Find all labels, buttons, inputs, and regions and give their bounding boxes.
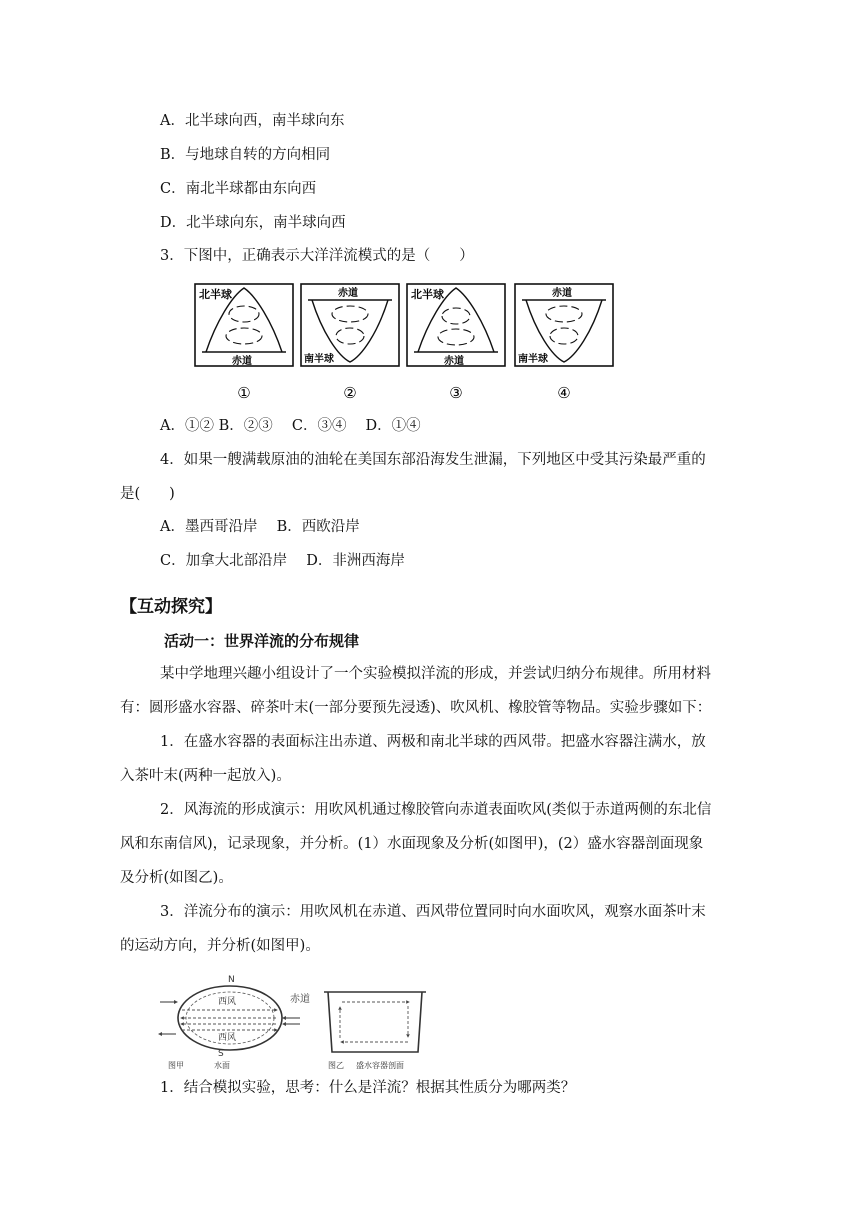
panel-3-number: ③ xyxy=(449,384,463,402)
q3-stem: 3．下图中，正确表示大洋洋流模式的是（ ） xyxy=(160,248,474,264)
panel-2 xyxy=(301,284,399,366)
q4-stem-line-1: 4．如果一艘满载原油的油轮在美国东部沿海发生泄漏，下列地区中受其污染最严重的 xyxy=(160,452,706,468)
caption-b-subtitle: 盛水容器剖面 xyxy=(356,1061,404,1070)
discussion-question: 1．结合模拟实验，思考：什么是洋流？根据其性质分为哪两类？ xyxy=(160,1080,576,1096)
caption-b-title: 图乙 xyxy=(328,1061,344,1070)
panel-1-north-label: 北半球 xyxy=(199,288,232,301)
panel-1 xyxy=(195,284,293,367)
step2-line-3: 及分析(如图乙)。 xyxy=(120,870,233,886)
q2-option-b: B．与地球自转的方向相同 xyxy=(160,147,331,163)
panel-4-south-label: 南半球 xyxy=(518,354,548,365)
step3-line-1: 3．洋流分布的演示：用吹风机在赤道、西风带位置同时向水面吹风，观察水面茶叶末 xyxy=(160,904,706,920)
panel-1-number: ① xyxy=(237,384,251,402)
westerly-south-label: 西风 xyxy=(218,1033,237,1043)
q2-option-a: A．北半球向西，南半球向东 xyxy=(160,113,345,129)
panel-2-equator-label: 赤道 xyxy=(338,288,358,299)
q3-options: A．①② B．②③ C．③④ D．①④ xyxy=(160,418,421,434)
intro-line-2: 有：圆形盛水容器、碎茶叶末(一部分要预先浸透)、吹风机、橡胶管等物品。实验步骤如下： xyxy=(120,700,712,716)
south-label: S xyxy=(218,1049,224,1059)
step1-line-2: 入茶叶末(两种一起放入)。 xyxy=(120,768,291,784)
q4-options-line-2: C．加拿大北部沿岸 D．非洲西海岸 xyxy=(160,553,405,569)
panel-3 xyxy=(407,284,505,367)
panel-4 xyxy=(515,284,613,366)
intro-line-1: 某中学地理兴趣小组设计了一个实验模拟洋流的形成，并尝试归纳分布规律。所用材料 xyxy=(160,666,711,682)
panel-4-equator-label: 赤道 xyxy=(552,288,572,299)
figure-a-water-surface xyxy=(160,975,310,1070)
panel-1-equator-label: 赤道 xyxy=(232,356,252,367)
caption-a-subtitle: 水面 xyxy=(214,1061,230,1070)
panel-3-north-label: 北半球 xyxy=(411,288,444,301)
caption-a-title: 图甲 xyxy=(168,1061,184,1070)
section-title: 【互动探究】 xyxy=(120,597,222,617)
q2-option-d: D．北半球向东，南半球向西 xyxy=(160,215,346,231)
q4-stem-line-2: 是( ) xyxy=(120,486,175,502)
panel-2-number: ② xyxy=(343,384,357,402)
step1-line-1: 1．在盛水容器的表面标注出赤道、两极和南北半球的西风带。把盛水容器注满水，放 xyxy=(160,734,706,750)
step2-line-1: 2．风海流的形成演示：用吹风机通过橡胶管向赤道表面吹风(类似于赤道两侧的东北信 xyxy=(160,802,712,818)
q4-options-line-1: A．墨西哥沿岸 B．西欧沿岸 xyxy=(160,519,360,535)
panel-2-south-label: 南半球 xyxy=(304,354,334,365)
north-label: N xyxy=(228,975,235,985)
experiment-figure xyxy=(158,972,446,1072)
step3-line-2: 的运动方向，并分析(如图甲)。 xyxy=(120,938,320,954)
ocean-current-model-figure xyxy=(194,282,618,404)
panel-3-equator-label: 赤道 xyxy=(444,356,464,367)
figure-b-container-section xyxy=(324,992,426,1070)
equator-label: 赤道 xyxy=(290,994,310,1005)
westerly-north-label: 西风 xyxy=(218,997,237,1007)
panel-4-number: ④ xyxy=(557,384,571,402)
q2-option-c: C．南北半球都由东向西 xyxy=(160,181,317,197)
step2-line-2: 风和东南信风)，记录现象，并分析。(1）水面现象及分析(如图甲)，(2）盛水容器剖面现象 xyxy=(120,836,704,852)
activity-title: 活动一：世界洋流的分布规律 xyxy=(164,632,360,650)
